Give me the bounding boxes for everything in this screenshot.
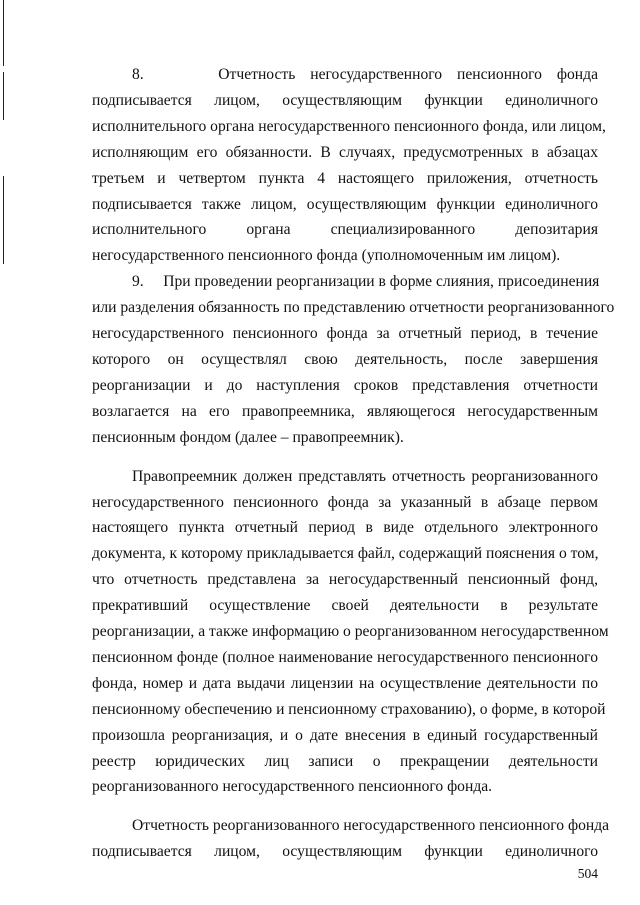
paragraph-successor — [92, 464, 609, 801]
text-line: 9. При проведении реорганизации в форме слияния, присоединения — [132, 273, 600, 291]
text-line: исполнительного органа специализированного депозитария — [92, 221, 598, 239]
text-line: подписывается также лицом, осуществляющим функции единоличного — [92, 195, 598, 213]
scan-margin-line — [3, 176, 4, 264]
text-line: возлагается на его правопреемника, являющегося негосударственным — [92, 402, 598, 420]
text-line: или разделения обязанность по представлению отчетности реорганизованного — [92, 299, 615, 317]
text-line: Правопреемник должен представлять отчетность реорганизованного — [132, 467, 598, 485]
text-line: Отчетность реорганизованного негосударственного пенсионного фонда — [132, 817, 610, 835]
text-line: исполняющим его обязанности. В случаях, предусмотренных в абзацах — [92, 143, 598, 161]
text-line: реорганизованного негосударственного пенсионного фонда. — [92, 778, 493, 796]
paragraph-gap — [92, 451, 598, 464]
text-line: подписывается лицом, осуществляющим функции единоличного — [92, 91, 598, 109]
text-line: негосударственного пенсионного фонда (уполномоченным им лицом). — [92, 247, 561, 265]
text-line: пенсионному обеспечению и пенсионному страхованию), о форме, в которой — [92, 700, 606, 718]
text-line: что отчетность представлена за негосударственный пенсионный фонд, — [92, 571, 598, 589]
text-line: настоящего пункта отчетный период в виде отдельного электронного — [92, 519, 598, 537]
paragraph-signing — [92, 813, 610, 865]
scan-margin-line — [3, 72, 4, 120]
text-line: пенсионным фондом (далее – правопреемник). — [92, 428, 404, 446]
text-line: 8. Отчетность негосударственного пенсионного фонда — [132, 66, 598, 83]
paragraph-8 — [92, 62, 606, 269]
scan-margin-line — [3, 0, 4, 66]
text-line: документа, к которому прикладывается файл, содержащий пояснения о том, — [92, 545, 599, 563]
text-line: прекративший осуществление своей деятельности в результате — [92, 597, 598, 615]
text-line: исполнительного органа негосударственного пенсионного фонда, или лицом, — [92, 117, 606, 135]
text-line: произошла реорганизация, и о дате внесения в единый государственный — [92, 726, 598, 744]
paragraph-gap — [92, 800, 598, 813]
text-line: третьем и четвертом пункта 4 настоящего приложения, отчетность — [92, 169, 598, 187]
text-line: пенсионном фонде (полное наименование негосударственного пенсионного — [92, 648, 598, 666]
paragraph-9 — [92, 269, 615, 450]
text-line: реорганизации и до наступления сроков представления отчетности — [92, 376, 598, 394]
text-line: фонда, номер и дата выдачи лицензии на осуществление деятельности по — [92, 674, 598, 692]
text-line: реестр юридических лиц записи о прекращении деятельности — [92, 752, 598, 770]
text-line: которого он осуществлял свою деятельность, после завершения — [92, 350, 598, 368]
text-line: подписывается лицом, осуществляющим функции единоличного — [92, 843, 598, 861]
text-line: негосударственного пенсионного фонда за указанный в абзаце первом — [92, 493, 598, 511]
text-line: реорганизации, а также информацию о реорганизованном негосударственном — [92, 623, 609, 641]
document-body — [92, 62, 615, 865]
page-number: 504 — [577, 866, 598, 881]
text-line: негосударственного пенсионного фонда за отчетный период, в течение — [92, 325, 598, 343]
